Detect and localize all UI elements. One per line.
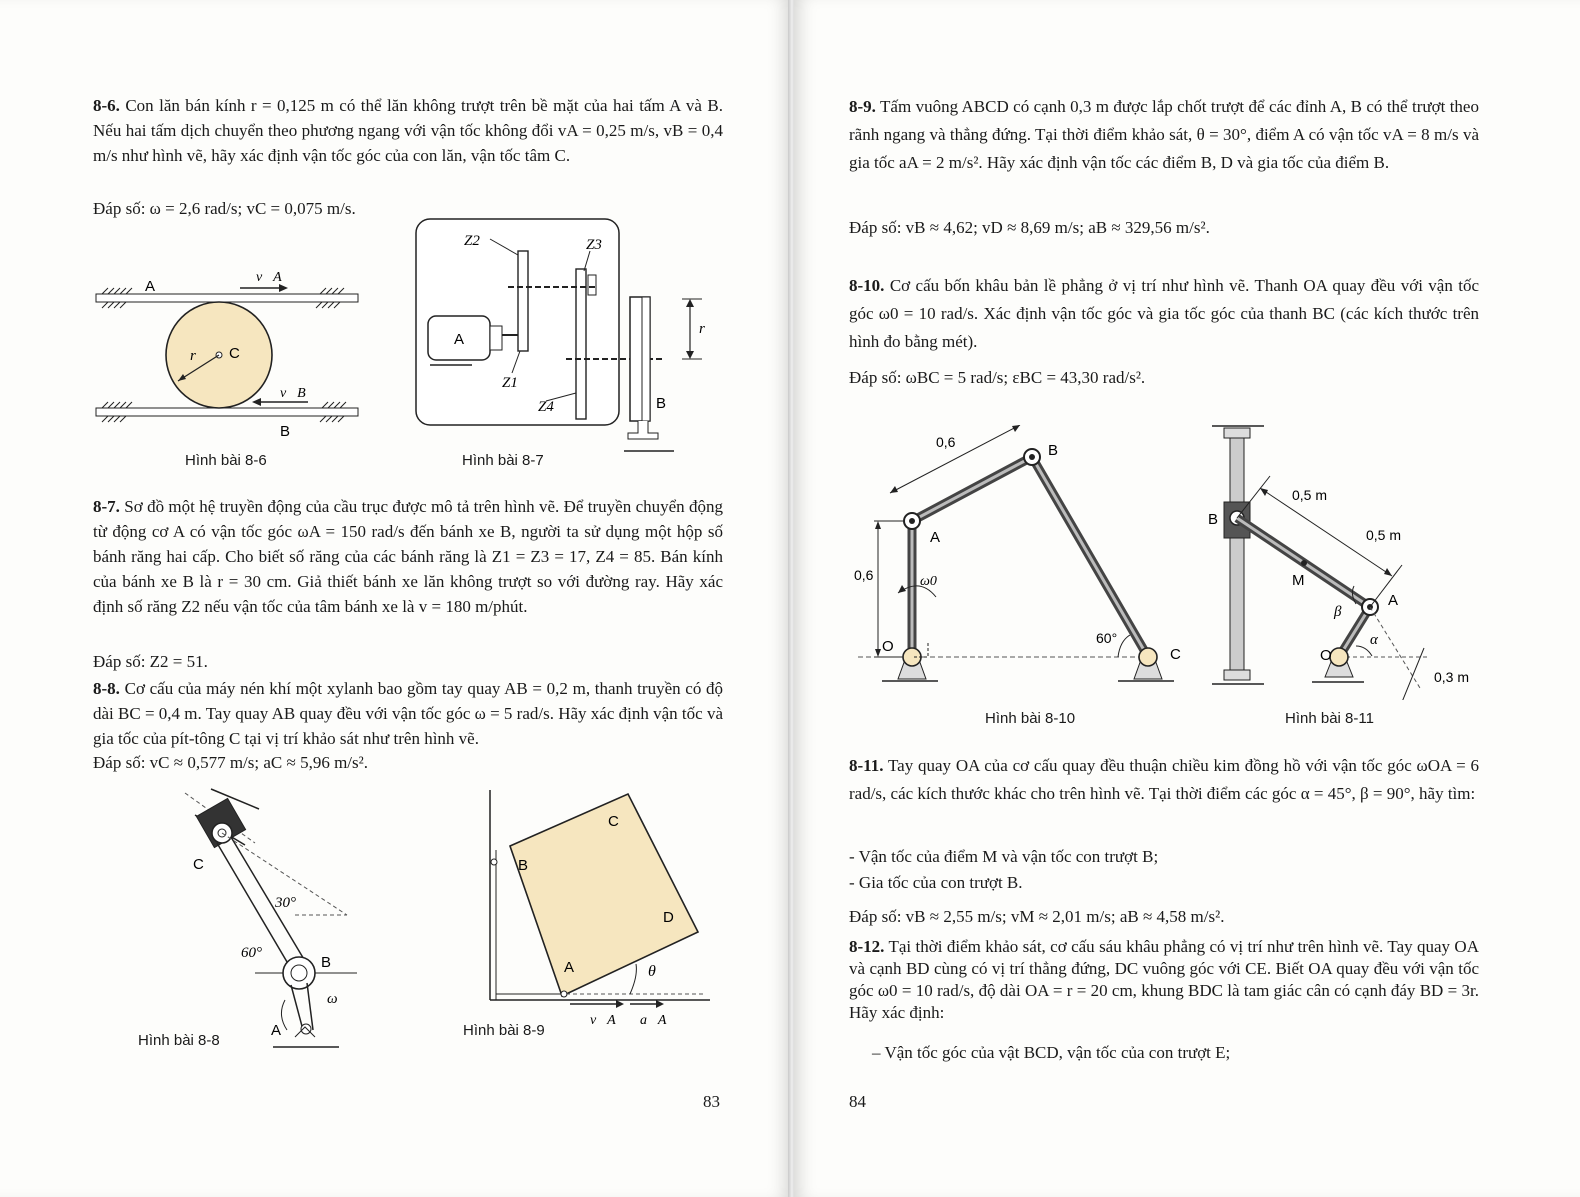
figure-8-6 xyxy=(90,260,370,440)
problem-text: Tay quay OA của cơ cấu quay đều thuận chiều kim đồng hồ với vận tốc góc ωOA = 6 rad/s, các kích thước khác cho trên hình vẽ. Tại thời điểm các góc α = 45°, β = 90°, hãy tìm: xyxy=(849,756,1479,803)
label-r: r xyxy=(190,348,196,364)
label-beta: β xyxy=(1334,604,1342,620)
problem-text: Con lăn bán kính r = 0,125 m có thể lăn không trượt trên bề mặt của hai tấm A và B. Nếu hai tấm dịch chuyển theo phương ngang với vận tốc không đổi vA = 0,25 m/s, vB = 0,4 m/s như hình vẽ, hãy xác định vận tốc góc của con lăn, vận tốc tâm C. xyxy=(93,96,723,165)
label-A: A xyxy=(145,278,156,295)
label-vA: v⃗A xyxy=(256,270,282,285)
label-B: B xyxy=(1048,442,1059,459)
label-theta: θ xyxy=(648,963,656,980)
label-Z4: Z4 xyxy=(538,399,554,415)
page-number: 84 xyxy=(849,1092,866,1111)
answer-8-7: Đáp số: Z2 = 51. xyxy=(93,652,208,671)
label-C: C xyxy=(193,856,204,873)
list-item: – Vận tốc góc của vật BCD, vận tốc của con trượt E; xyxy=(872,1043,1231,1062)
figure-8-7 xyxy=(412,215,712,465)
dim-OA: 0,3 m xyxy=(1434,669,1470,685)
label-r: r xyxy=(699,321,705,337)
problem-number: 8-6. xyxy=(93,96,120,115)
problem-8-9 xyxy=(849,93,1479,177)
label-A: A xyxy=(930,529,941,546)
label-Z1: Z1 xyxy=(502,375,518,391)
problem-text: Cơ cấu bốn khâu bản lề phẳng ở vị trí như hình vẽ. Thanh OA quay đều với vận tốc góc ω0 = 10 rad/s. Xác định vận tốc góc và gia tốc góc của thanh BC (các kích thước trên hình đo bằng mét). xyxy=(849,276,1480,351)
label-B: B xyxy=(321,954,332,971)
figure-8-11 xyxy=(1204,420,1484,700)
label-O: O xyxy=(1320,647,1332,664)
dim-AB: 0,6 xyxy=(936,434,956,450)
label-Z3: Z3 xyxy=(586,237,602,253)
problem-8-7 xyxy=(93,494,723,619)
dim-OA: 0,6 xyxy=(854,567,874,583)
dim-BM: 0,5 m xyxy=(1292,487,1328,503)
label-D: D xyxy=(663,909,674,926)
label-alpha: α xyxy=(1370,632,1378,648)
caption-8-11: Hình bài 8-11 xyxy=(1285,710,1374,727)
page-number: 83 xyxy=(703,1092,720,1111)
answer-8-10: Đáp số: ωBC = 5 rad/s; εBC = 43,30 rad/s². xyxy=(849,368,1146,387)
label-C: C xyxy=(229,345,240,362)
problem-text: Tấm vuông ABCD có cạnh 0,3 m được lắp chốt trượt để các đỉnh A, B có thể trượt theo rãnh ngang và thẳng đứng. Tại thời điểm khảo sát, θ = 30°, điểm A có vận tốc vA = 8 m/s và gia tốc aA = 2 m/s². Hãy xác định vận tốc các điểm B, D và gia tốc của điểm B. xyxy=(849,97,1479,172)
label-A: A xyxy=(454,331,465,348)
label-B: B xyxy=(518,857,529,874)
label-B: B xyxy=(656,395,667,412)
problem-8-10 xyxy=(849,272,1479,356)
label-aA: a⃗A xyxy=(640,1013,667,1028)
label-A: A xyxy=(271,1022,282,1039)
figure-8-10 xyxy=(852,425,1202,700)
caption-8-8: Hình bài 8-8 xyxy=(138,1032,220,1049)
problem-8-12 xyxy=(849,936,1479,1024)
label-omega0: ω0 xyxy=(920,574,937,589)
label-C: C xyxy=(1170,646,1181,663)
problem-8-11 xyxy=(849,752,1479,808)
label-B: B xyxy=(1208,511,1219,528)
label-C: C xyxy=(608,813,619,830)
problem-text: Sơ đồ một hệ truyền động của cầu trục được mô tả trên hình vẽ. Để truyền chuyển động từ động cơ A có vận tốc góc ωA = 150 rad/s đến bánh xe B, người ta sử dụng một hộp số bánh răng hai cấp. Cho biết số răng của các bánh răng là Z1 = Z3 = 17, Z4 = 85. Bán kính của bánh xe B là r = 30 cm. Giả thiết bánh xe lăn không trượt so với đường ray. Hãy xác định số răng Z2 nếu vận tốc của tâm bánh xe là v = 180 m/phút. xyxy=(93,497,724,616)
caption-8-9: Hình bài 8-9 xyxy=(463,1022,545,1039)
dim-MA: 0,5 m xyxy=(1366,527,1402,543)
answer-8-6: Đáp số: ω = 2,6 rad/s; vC = 0,075 m/s. xyxy=(93,199,356,218)
label-Z2: Z2 xyxy=(464,233,480,249)
problem-8-6 xyxy=(93,93,723,168)
problem-number: 8-11. xyxy=(849,756,884,775)
problem-number: 8-9. xyxy=(849,97,876,116)
problem-text: Tại thời điểm khảo sát, cơ cấu sáu khâu phẳng có vị trí như trên hình vẽ. Tay quay OA và cạnh BD cùng có vị trí thẳng đứng, DC vuông góc với CE. Biết OA quay đều với vận tốc góc ω0 = 10 rad/s, độ dài OA = r = 20 cm, khung BDC là tam giác cân có cạnh đáy BD = 3r. Hãy xác định: xyxy=(849,937,1479,1022)
angle-30: 30° xyxy=(275,895,296,911)
square-plate xyxy=(510,794,698,996)
label-omega: ω⃗ xyxy=(327,991,350,1007)
label-A: A xyxy=(1388,592,1399,609)
angle-60: 60° xyxy=(241,945,262,961)
caption-8-10: Hình bài 8-10 xyxy=(985,710,1076,727)
label-A: A xyxy=(564,959,575,976)
answer-8-8: Đáp số: vC ≈ 0,577 m/s; aC ≈ 5,96 m/s². xyxy=(93,753,368,772)
problem-number: 8-10. xyxy=(849,276,885,295)
problem-8-8 xyxy=(93,676,723,751)
label-M: M xyxy=(1292,572,1305,589)
caption-8-7: Hình bài 8-7 xyxy=(462,452,544,469)
problem-number: 8-12. xyxy=(849,937,885,956)
problem-number: 8-8. xyxy=(93,679,120,698)
list-item: - Vận tốc của điểm M và vận tốc con trượt B; xyxy=(849,847,1159,866)
label-vB: v⃗B xyxy=(280,386,306,401)
list-item: - Gia tốc của con trượt B. xyxy=(849,873,1023,892)
figure-8-8 xyxy=(175,785,375,1060)
answer-8-9: Đáp số: vB ≈ 4,62; vD ≈ 8,69 m/s; aB ≈ 329,56 m/s². xyxy=(849,218,1210,237)
problem-number: 8-7. xyxy=(93,497,120,516)
problem-text: Cơ cấu của máy nén khí một xylanh bao gồm tay quay AB = 0,2 m, thanh truyền có độ dài BC = 0,4 m. Tay quay AB quay đều với vận tốc góc ω = 5 rad/s. Hãy xác định vận tốc và gia tốc của pít-tông C tại vị trí khảo sát như trên hình vẽ. xyxy=(93,679,724,748)
label-B: B xyxy=(280,423,291,440)
caption-8-6: Hình bài 8-6 xyxy=(185,452,267,469)
figure-8-9 xyxy=(480,790,720,1035)
answer-8-11: Đáp số: vB ≈ 2,55 m/s; vM ≈ 2,01 m/s; aB ≈ 4,58 m/s². xyxy=(849,907,1225,926)
right-page xyxy=(794,0,1580,1197)
angle-60: 60° xyxy=(1096,630,1118,646)
label-O: O xyxy=(882,638,894,655)
label-vA: v⃗A xyxy=(590,1013,616,1028)
